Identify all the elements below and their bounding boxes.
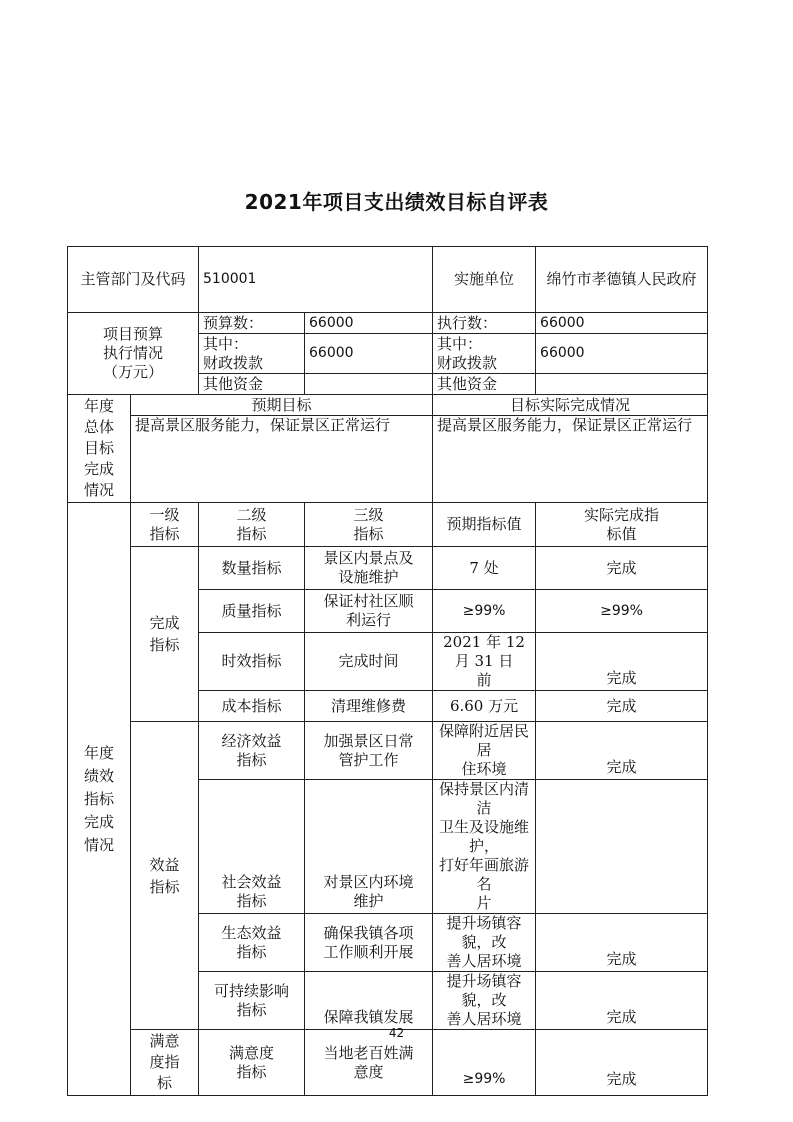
row-level3: 对景区内环境 维护	[305, 780, 433, 914]
group-satisfaction: 满意 度指 标	[131, 1030, 199, 1096]
row-level3: 加强景区日常 管护工作	[305, 722, 433, 780]
row-expected: 6.60 万元	[433, 691, 536, 722]
row-level3: 当地老百姓满 意度	[305, 1030, 433, 1096]
row-expected: 保障附近居民居 住环境	[433, 722, 536, 780]
page-title: 2021年项目支出绩效目标自评表	[244, 190, 549, 214]
header-level2: 二级 指标	[199, 503, 305, 547]
row-level2: 社会效益 指标	[199, 780, 305, 914]
dept-code: 510001	[199, 247, 433, 313]
row-level2: 经济效益 指标	[199, 722, 305, 780]
row-expected: 提升场镇容貌，改 善人居环境	[433, 972, 536, 1030]
row-expected: ≥99%	[433, 1030, 536, 1096]
row-expected: ≥99%	[433, 590, 536, 633]
dept-label: 主管部门及代码	[68, 247, 199, 313]
annual-section-label: 年度 总体 目标 完成 情况	[68, 395, 131, 503]
row-actual: 完成	[536, 914, 708, 972]
performance-evaluation-table	[67, 246, 708, 1096]
other-value-right	[536, 374, 708, 395]
indicator-header-row	[68, 503, 708, 547]
row-actual: 完成	[536, 547, 708, 590]
page-number: 42	[388, 1026, 405, 1040]
indicator-section-label: 年度 绩效 指标 完成 情况	[68, 503, 131, 1096]
row-level2: 成本指标	[199, 691, 305, 722]
row-level3: 保证村社区顺 利运行	[305, 590, 433, 633]
group-benefit: 效益 指标	[131, 722, 199, 1030]
fiscal-label-left: 其中： 财政拨款	[199, 334, 305, 374]
expected-text: 提高景区服务能力，保证景区正常运行	[131, 416, 433, 503]
row-level2: 可持续影响 指标	[199, 972, 305, 1030]
exec-label: 执行数：	[433, 313, 536, 334]
unit-name: 绵竹市孝德镇人民政府	[536, 247, 708, 313]
row-expected: 提升场镇容貌，改 善人居环境	[433, 914, 536, 972]
row-actual: 完成	[536, 722, 708, 780]
header-expected: 预期指标值	[433, 503, 536, 547]
row-level3: 景区内景点及 设施维护	[305, 547, 433, 590]
row-actual: 完成	[536, 972, 708, 1030]
budget-row	[68, 313, 708, 334]
budget-label: 预算数：	[199, 313, 305, 334]
annual-text-row	[68, 416, 708, 503]
other-label-left: 其他资金	[199, 374, 305, 395]
header-level1: 一级 指标	[131, 503, 199, 547]
row-level3: 确保我镇各项 工作顺利开展	[305, 914, 433, 972]
fiscal-label-right: 其中： 财政拨款	[433, 334, 536, 374]
row-actual: 完成	[536, 691, 708, 722]
row-level2: 生态效益 指标	[199, 914, 305, 972]
table-row	[68, 547, 708, 590]
budget-value: 66000	[305, 313, 433, 334]
exec-value: 66000	[536, 313, 708, 334]
row-actual	[536, 780, 708, 914]
fiscal-value-left: 66000	[305, 334, 433, 374]
annual-header-row	[68, 395, 708, 416]
row-expected: 7 处	[433, 547, 536, 590]
other-label-right: 其他资金	[433, 374, 536, 395]
actual-text: 提高景区服务能力，保证景区正常运行	[433, 416, 708, 503]
row-expected: 2021 年 12 月 31 日 前	[433, 633, 536, 691]
row-level3: 保障我镇发展	[305, 972, 433, 1030]
expected-header: 预期目标	[131, 395, 433, 416]
header-row	[68, 247, 708, 313]
row-level2: 时效指标	[199, 633, 305, 691]
other-value-left	[305, 374, 433, 395]
actual-header: 目标实际完成情况	[433, 395, 708, 416]
unit-label: 实施单位	[433, 247, 536, 313]
budget-section-label: 项目预算 执行情况 （万元）	[68, 313, 199, 395]
row-actual: 完成	[536, 633, 708, 691]
row-actual: 完成	[536, 1030, 708, 1096]
group-completion: 完成 指标	[131, 547, 199, 722]
row-level3: 清理维修费	[305, 691, 433, 722]
row-level2: 满意度 指标	[199, 1030, 305, 1096]
header-level3: 三级 指标	[305, 503, 433, 547]
fiscal-value-right: 66000	[536, 334, 708, 374]
row-actual: ≥99%	[536, 590, 708, 633]
row-level2: 质量指标	[199, 590, 305, 633]
header-actual: 实际完成指 标值	[536, 503, 708, 547]
row-level2: 数量指标	[199, 547, 305, 590]
table-row	[68, 722, 708, 780]
row-level3: 完成时间	[305, 633, 433, 691]
row-expected: 保持景区内清洁 卫生及设施维护， 打好年画旅游名 片	[433, 780, 536, 914]
